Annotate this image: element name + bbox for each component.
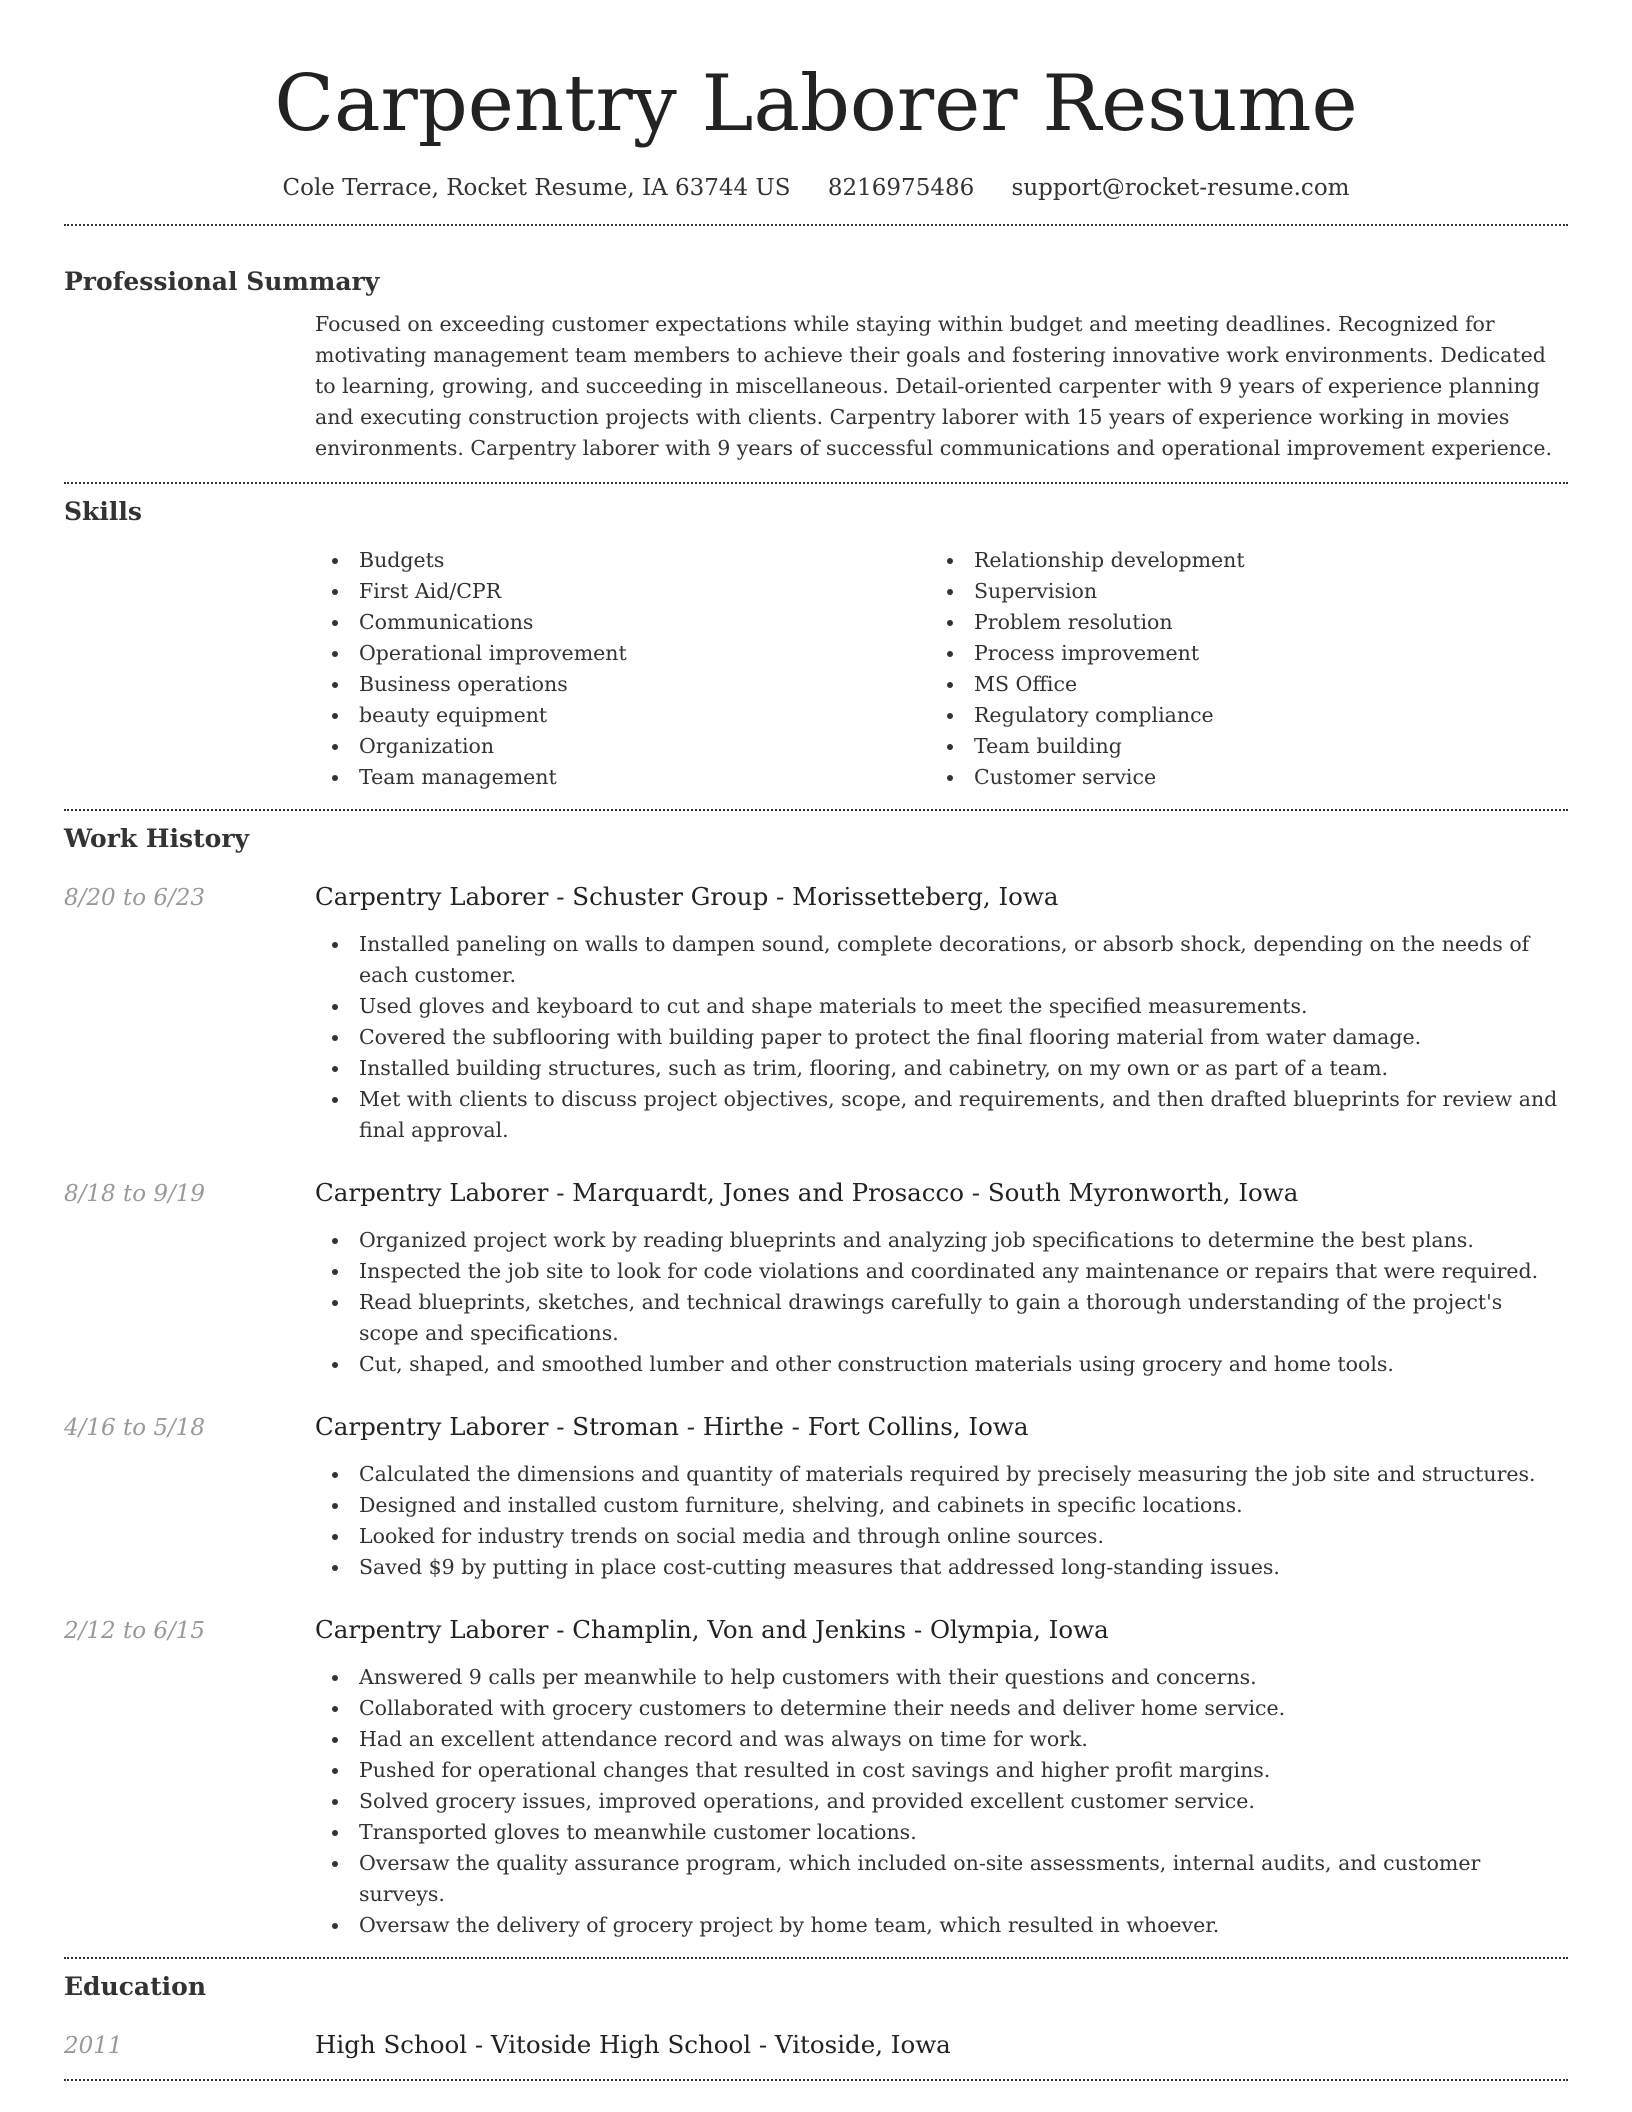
skill-item: Process improvement: [930, 638, 1545, 669]
education-section: [64, 1970, 1568, 2063]
job-bullet: Calculated the dimensions and quantity of materials required by precisely measuring the job site and structures.: [315, 1459, 1568, 1490]
skill-item: Customer service: [930, 762, 1545, 793]
job-bullet: Collaborated with grocery customers to determine their needs and deliver home service.: [315, 1693, 1568, 1724]
job-title: Carpentry Laborer - Marquardt, Jones and Prosacco - South Myronworth, Iowa: [315, 1178, 1299, 1207]
contact-phone: 8216975486: [827, 175, 975, 201]
divider: [64, 2079, 1568, 2081]
job-bullet: Pushed for operational changes that resulted in cost savings and higher profit margins.: [315, 1755, 1568, 1786]
job-bullet: Read blueprints, sketches, and technical drawings carefully to gain a thorough understanding of the project's scope and specifications.: [315, 1287, 1568, 1349]
divider: [64, 482, 1568, 484]
skill-item: Budgets: [315, 545, 930, 576]
education-title: High School - Vitoside High School - Vitoside, Iowa: [315, 2030, 951, 2059]
job-bullets: [315, 929, 1568, 1146]
job-date: 2/12 to 6/15: [64, 1618, 206, 1644]
job-entry: [64, 1613, 1568, 1941]
job-date: 8/20 to 6/23: [64, 885, 206, 911]
skill-item: Team building: [930, 731, 1545, 762]
contact-email: support@rocket-resume.com: [1011, 175, 1350, 201]
skill-item: Operational improvement: [315, 638, 930, 669]
job-bullet: Transported gloves to meanwhile customer locations.: [315, 1817, 1568, 1848]
job-header: [64, 1176, 1568, 1211]
education-date: 2011: [64, 2033, 123, 2059]
skill-item: Regulatory compliance: [930, 700, 1545, 731]
job-bullets: [315, 1225, 1568, 1380]
job-bullet: Covered the subflooring with building paper to protect the final flooring material from water damage.: [315, 1022, 1568, 1053]
contact-line: [64, 172, 1568, 204]
work-history-section: [64, 822, 1568, 1941]
job-bullet: Saved $9 by putting in place cost-cutting measures that addressed long-standing issues.: [315, 1552, 1568, 1583]
job-header: [64, 1410, 1568, 1445]
job-bullet: Oversaw the delivery of grocery project by home team, which resulted in whoever.: [315, 1910, 1568, 1941]
job-date: 8/18 to 9/19: [64, 1181, 206, 1207]
job-bullet: Met with clients to discuss project objectives, scope, and requirements, and then drafted blueprints for review and final approval.: [315, 1084, 1568, 1146]
job-entry: [64, 1410, 1568, 1583]
skills-list: [315, 545, 1568, 793]
job-bullet: Had an excellent attendance record and was always on time for work.: [315, 1724, 1568, 1755]
skill-item: MS Office: [930, 669, 1545, 700]
job-date: 4/16 to 5/18: [64, 1415, 206, 1441]
divider: [64, 809, 1568, 811]
job-bullet: Used gloves and keyboard to cut and shape materials to meet the specified measurements.: [315, 991, 1568, 1022]
job-bullet: Designed and installed custom furniture, shelving, and cabinets in specific locations.: [315, 1490, 1568, 1521]
skill-item: Supervision: [930, 576, 1545, 607]
job-title: Carpentry Laborer - Stroman - Hirthe - Fort Collins, Iowa: [315, 1412, 1029, 1441]
skills-column-right: [930, 545, 1545, 793]
skill-item: Communications: [315, 607, 930, 638]
skill-item: Problem resolution: [930, 607, 1545, 638]
job-bullet: Organized project work by reading blueprints and analyzing job specifications to determine the best plans.: [315, 1225, 1568, 1256]
job-bullet: Answered 9 calls per meanwhile to help customers with their questions and concerns.: [315, 1662, 1568, 1693]
skills-section: [64, 495, 1568, 793]
job-entry: [64, 880, 1568, 1146]
skills-column-left: [315, 545, 930, 793]
skill-item: Team management: [315, 762, 930, 793]
job-bullets: [315, 1662, 1568, 1941]
skill-item: First Aid/CPR: [315, 576, 930, 607]
skill-item: Relationship development: [930, 545, 1545, 576]
job-title: Carpentry Laborer - Champlin, Von and Jenkins - Olympia, Iowa: [315, 1615, 1109, 1644]
job-bullets: [315, 1459, 1568, 1583]
skill-item: Organization: [315, 731, 930, 762]
skill-item: Business operations: [315, 669, 930, 700]
summary-text: Focused on exceeding customer expectations while staying within budget and meeting deadlines. Recognized for motivating management team members to achieve their goals and fostering innovative work environments. Dedicated to learning, growing, and succeeding in miscellaneous. Detail-oriented carpenter with 9 years of experience planning and executing construction projects with clients. Carpentry laborer with 15 years of experience working in movies environments. Carpentry laborer with 9 years of successful communications and operational improvement experience.: [315, 312, 1553, 460]
job-bullet: Oversaw the quality assurance program, which included on-site assessments, internal audits, and customer surveys.: [315, 1848, 1568, 1910]
job-bullet: Looked for industry trends on social media and through online sources.: [315, 1521, 1568, 1552]
summary-heading: Professional Summary: [64, 267, 380, 296]
job-bullet: Solved grocery issues, improved operations, and provided excellent customer service.: [315, 1786, 1568, 1817]
education-entry: [64, 2028, 1568, 2063]
work-history-heading: Work History: [64, 824, 250, 853]
job-entry: [64, 1176, 1568, 1380]
job-bullet: Installed paneling on walls to dampen sound, complete decorations, or absorb shock, depending on the needs of each customer.: [315, 929, 1568, 991]
summary-section: [64, 265, 1568, 464]
job-bullet: Inspected the job site to look for code violations and coordinated any maintenance or repairs that were required.: [315, 1256, 1568, 1287]
skills-heading: Skills: [64, 497, 142, 526]
contact-address: Cole Terrace, Rocket Resume, IA 63744 US: [282, 175, 791, 201]
job-bullet: Cut, shaped, and smoothed lumber and other construction materials using grocery and home tools.: [315, 1349, 1568, 1380]
job-header: [64, 1613, 1568, 1648]
skill-item: beauty equipment: [315, 700, 930, 731]
resume-title: Carpentry Laborer Resume: [274, 59, 1358, 149]
job-bullet: Installed building structures, such as trim, flooring, and cabinetry, on my own or as part of a team.: [315, 1053, 1568, 1084]
resume-page: [64, 0, 1568, 2081]
job-title: Carpentry Laborer - Schuster Group - Morissetteberg, Iowa: [315, 882, 1059, 911]
divider: [64, 1957, 1568, 1959]
education-heading: Education: [64, 1972, 207, 2001]
job-header: [64, 880, 1568, 915]
divider: [64, 224, 1568, 226]
